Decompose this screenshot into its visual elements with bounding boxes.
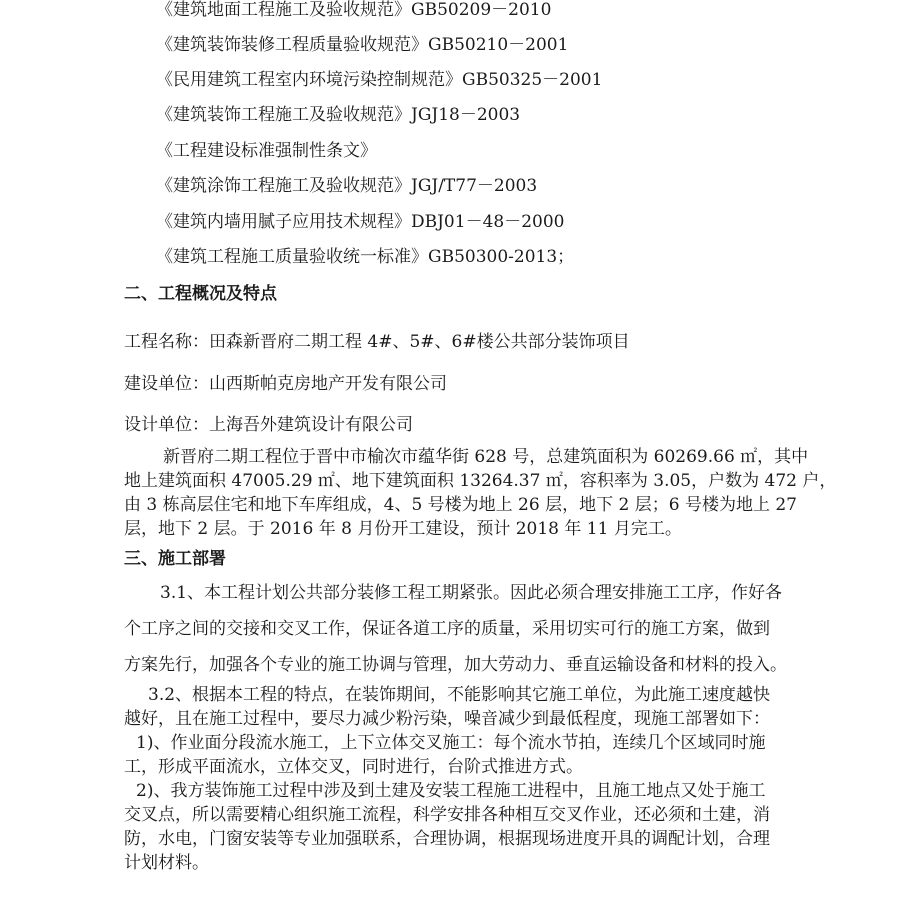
standard-item: 《民用建筑工程室内环境污染控制规范》GB50325－2001 bbox=[156, 70, 603, 90]
overview-line: 新晋府二期工程位于晋中市榆次市蕴华街 628 号，总建筑面积为 60269.66 ㎡，其中 bbox=[163, 447, 809, 467]
owner-unit: 建设单位：山西斯帕克房地产开发有限公司 bbox=[124, 374, 447, 394]
list-item-line: 1)、作业面分段流水施工，上下立体交叉施工：每个流水节拍，连续几个区域同时施 bbox=[136, 733, 766, 753]
project-name: 工程名称：田森新晋府二期工程 4#、5#、6#楼公共部分装饰项目 bbox=[124, 332, 630, 352]
list-item-line: 交叉点，所以需要精心组织施工流程，科学安排各种相互交叉作业，还必须和土建，消 bbox=[124, 805, 770, 825]
overview-line: 地上建筑面积 47005.29 ㎡、地下建筑面积 13264.37 ㎡，容积率为 3.05，户数为 472 户， bbox=[124, 471, 837, 491]
standard-item: 《工程建设标准强制性条文》 bbox=[156, 141, 377, 161]
paragraph-line: 3.1、本工程计划公共部分装修工程工期紧张。因此必须合理安排施工工序，作好各 bbox=[160, 583, 783, 603]
list-item-line: 工，形成平面流水，立体交叉，同时进行，台阶式推进方式。 bbox=[124, 757, 583, 777]
standard-item: 《建筑装饰装修工程质量验收规范》GB50210－2001 bbox=[156, 35, 569, 55]
section-heading: 二、工程概况及特点 bbox=[124, 284, 277, 304]
paragraph-line: 越好，且在施工过程中，要尽力减少粉污染，噪音减少到最低程度，现施工部署如下： bbox=[124, 709, 770, 729]
design-unit: 设计单位：上海吾外建筑设计有限公司 bbox=[124, 415, 413, 435]
standard-item: 《建筑涂饰工程施工及验收规范》JGJ/T77－2003 bbox=[156, 176, 538, 196]
paragraph-line: 方案先行，加强各个专业的施工协调与管理，加大劳动力、垂直运输设备和材料的投入。 bbox=[124, 655, 787, 675]
overview-line: 层，地下 2 层。于 2016 年 8 月份开工建设，预计 2018 年 11 月完工。 bbox=[124, 519, 682, 539]
section-heading: 三、施工部署 bbox=[124, 549, 226, 569]
standard-item: 《建筑地面工程施工及验收规范》GB50209－2010 bbox=[156, 0, 552, 20]
paragraph-line: 个工序之间的交接和交叉工作，保证各道工序的质量，采用切实可行的施工方案，做到 bbox=[124, 619, 770, 639]
list-item-line: 防，水电，门窗安装等专业加强联系，合理协调，根据现场进度开具的调配计划，合理 bbox=[124, 829, 770, 849]
list-item-line: 计划材料。 bbox=[124, 853, 209, 873]
list-item-line: 2)、我方装饰施工过程中涉及到土建及安装工程施工进程中，且施工地点又处于施工 bbox=[136, 781, 766, 801]
standard-item: 《建筑内墙用腻子应用技术规程》DBJ01－48－2000 bbox=[156, 212, 565, 232]
standard-item: 《建筑装饰工程施工及验收规范》JGJ18－2003 bbox=[156, 105, 521, 125]
standard-item: 《建筑工程施工质量验收统一标准》GB50300-2013； bbox=[156, 247, 575, 267]
paragraph-line: 3.2、根据本工程的特点，在装饰期间，不能影响其它施工单位，为此施工速度越快 bbox=[148, 685, 771, 705]
overview-line: 由 3 栋高层住宅和地下车库组成，4、5 号楼为地上 26 层，地下 2 层；6 号楼为地上 27 bbox=[124, 495, 797, 515]
